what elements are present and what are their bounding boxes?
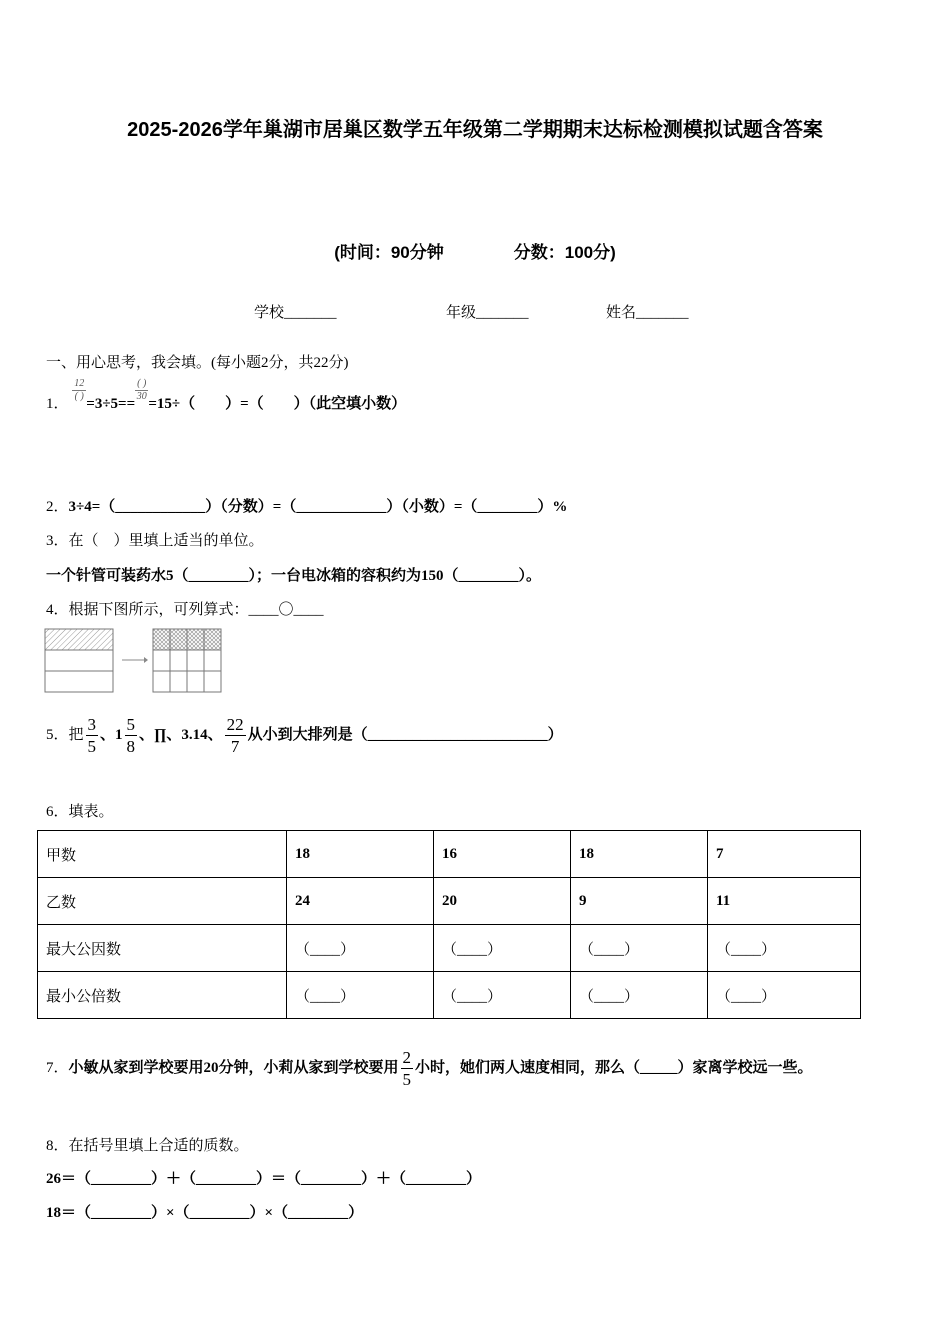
q1-rest: =15÷（ ）=（ ）（此空填小数） bbox=[148, 396, 407, 412]
right-rectangle bbox=[153, 629, 221, 692]
q5-fraction-2: $\frac{5}{8}$ bbox=[126, 715, 136, 756]
exam-time: (时间：90分钟 bbox=[334, 243, 444, 262]
q7-pre: 小敏从家到学校要用20分钟，小莉从家到学校要用 bbox=[68, 1059, 399, 1076]
answer-blank[interactable]: （____） bbox=[708, 925, 861, 972]
q3-line-2: 一个针管可装药水5（________）；一台电冰箱的容积约为150（________）。 bbox=[46, 568, 542, 584]
question-6 bbox=[46, 800, 114, 821]
table-cell: 7 bbox=[708, 831, 861, 878]
page-title: 2025-2026学年巢湖市居巢区数学五年级第二学期期末达标检测模拟试题含答案 bbox=[127, 119, 823, 141]
exam-score: 分数：100分) bbox=[513, 243, 616, 262]
school-field: 学校_______ bbox=[254, 305, 337, 321]
q8-text: 在括号里填上合适的质数。 bbox=[68, 1138, 249, 1154]
q5-fraction-1: $\frac{3}{5}$ bbox=[87, 715, 97, 756]
q7-post: 小时，她们两人速度相同，那么（_____）家离学校远一些。 bbox=[415, 1059, 813, 1076]
exam-meta bbox=[0, 238, 950, 263]
q1-mid: =3÷5== bbox=[86, 396, 136, 412]
question-2 bbox=[46, 495, 567, 516]
left-rectangle bbox=[45, 629, 113, 692]
row-label: 最小公倍数 bbox=[38, 972, 287, 1019]
q4-text: 根据下图所示，可列算式：____〇____ bbox=[68, 602, 324, 618]
question-3 bbox=[46, 529, 264, 550]
name-field: 姓名_______ bbox=[606, 305, 689, 321]
question-5 bbox=[46, 716, 563, 755]
q4-number: 4． bbox=[46, 602, 69, 618]
q6-number: 6． bbox=[46, 804, 69, 820]
table-cell: 20 bbox=[434, 878, 571, 925]
question-1 bbox=[46, 378, 407, 416]
table-cell: 11 bbox=[708, 878, 861, 925]
table-cell: 9 bbox=[571, 878, 708, 925]
q2-number: 2． bbox=[46, 499, 69, 515]
table-cell: 18 bbox=[571, 831, 708, 878]
answer-blank[interactable]: （____） bbox=[287, 925, 434, 972]
table-row bbox=[38, 878, 861, 925]
question-4 bbox=[46, 598, 324, 619]
table-cell: 24 bbox=[287, 878, 434, 925]
q1-number: 1． bbox=[46, 396, 69, 412]
answer-blank[interactable]: （____） bbox=[287, 972, 434, 1019]
answer-blank[interactable]: （____） bbox=[708, 972, 861, 1019]
q5-fraction-3: $\frac{22}{7}$ bbox=[226, 715, 244, 756]
q8-line-1: 26＝（________）＋（________）＝（________）＋（________） bbox=[46, 1171, 482, 1187]
q1-fraction-1: 12 ( ) bbox=[74, 378, 85, 403]
q7-number: 7． bbox=[46, 1059, 69, 1076]
q5-suffix: 从小到大排列是（________________________） bbox=[247, 726, 563, 743]
left-shaded-part bbox=[45, 629, 113, 650]
q6-text: 填表。 bbox=[68, 804, 114, 820]
answer-blank[interactable]: （____） bbox=[571, 925, 708, 972]
table-cell: 18 bbox=[287, 831, 434, 878]
q2-text: 3÷4=（____________）（分数）=（____________）（小数）=（________）% bbox=[68, 499, 568, 515]
table-cell: 16 bbox=[434, 831, 571, 878]
answer-blank[interactable]: （____） bbox=[571, 972, 708, 1019]
q3-number: 3． bbox=[46, 533, 69, 549]
answer-blank[interactable]: （____） bbox=[434, 925, 571, 972]
table-row bbox=[38, 925, 861, 972]
row-label: 乙数 bbox=[38, 878, 287, 925]
q1-fraction-2: ( ) 30 bbox=[136, 378, 147, 403]
q5-mid: 、∏、3.14、 bbox=[139, 726, 223, 743]
q3-text: 在（ ）里填上适当的单位。 bbox=[68, 533, 264, 549]
table-row bbox=[38, 972, 861, 1019]
q7-fraction: $\frac{2}{5}$ bbox=[402, 1048, 412, 1089]
table-row bbox=[38, 831, 861, 878]
q5-number: 5． bbox=[46, 726, 69, 743]
section-heading: 一、用心思考，我会填。(每小题2分，共22分) bbox=[46, 355, 349, 371]
grade-field: 年级_______ bbox=[446, 305, 529, 321]
q8-number: 8． bbox=[46, 1138, 69, 1154]
q8-line-2: 18＝（________）×（________）×（________） bbox=[46, 1205, 364, 1221]
arrow-icon bbox=[122, 657, 148, 663]
row-label: 甲数 bbox=[38, 831, 287, 878]
q5-sep-1: 、1 bbox=[100, 726, 123, 743]
row-label: 最大公因数 bbox=[38, 925, 287, 972]
question-8 bbox=[46, 1134, 249, 1155]
q5-prefix: 把 bbox=[68, 726, 84, 743]
fill-table bbox=[37, 830, 861, 1019]
answer-blank[interactable]: （____） bbox=[434, 972, 571, 1019]
q4-figure bbox=[44, 628, 224, 694]
question-7 bbox=[46, 1049, 813, 1088]
